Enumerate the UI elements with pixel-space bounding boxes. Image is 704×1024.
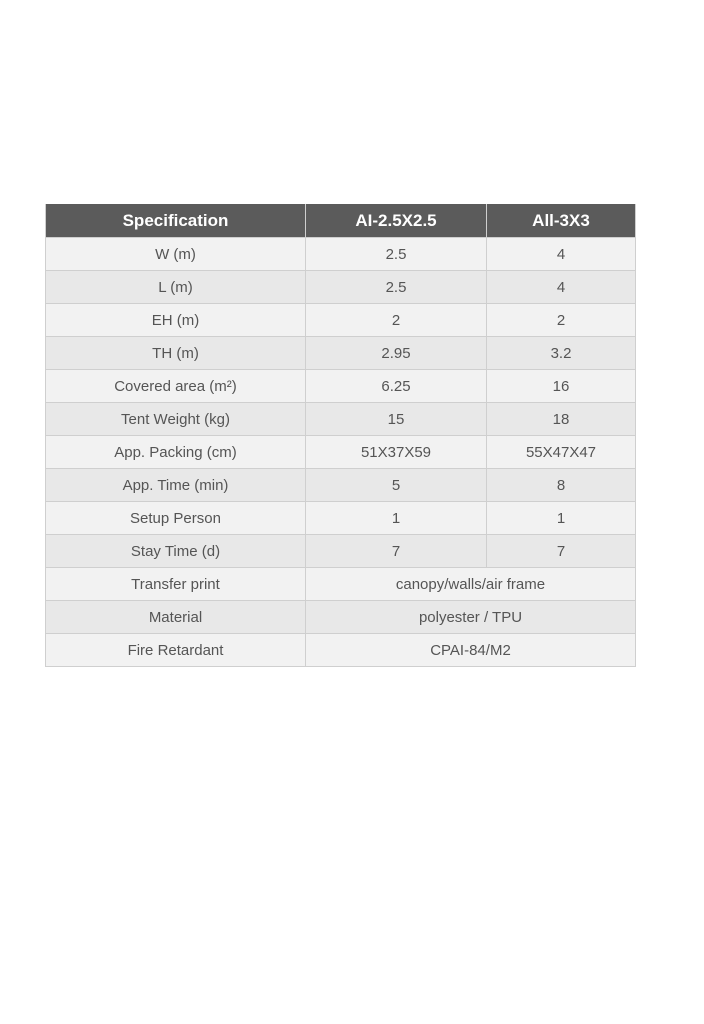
table-row bbox=[46, 304, 636, 337]
spec-value: 3.2 bbox=[487, 337, 636, 370]
spec-value: 4 bbox=[487, 271, 636, 304]
spec-value: 18 bbox=[487, 403, 636, 436]
table-row-merged bbox=[46, 568, 636, 601]
header-model-all-3x3: All-3X3 bbox=[487, 204, 636, 238]
spec-label: Material bbox=[46, 601, 306, 634]
table-header-row bbox=[46, 204, 636, 238]
spec-value: 1 bbox=[487, 502, 636, 535]
spec-value: 2 bbox=[487, 304, 636, 337]
table-row bbox=[46, 469, 636, 502]
table-row bbox=[46, 271, 636, 304]
spec-value: 7 bbox=[487, 535, 636, 568]
spec-label: EH (m) bbox=[46, 304, 306, 337]
spec-value-shared: canopy/walls/air frame bbox=[306, 568, 636, 601]
spec-label: App. Time (min) bbox=[46, 469, 306, 502]
table-row bbox=[46, 502, 636, 535]
header-model-ai-2-5x2-5: AI-2.5X2.5 bbox=[306, 204, 487, 238]
spec-label: Stay Time (d) bbox=[46, 535, 306, 568]
spec-value: 4 bbox=[487, 238, 636, 271]
table-row bbox=[46, 403, 636, 436]
spec-value: 7 bbox=[306, 535, 487, 568]
spec-value: 2 bbox=[306, 304, 487, 337]
spec-label: TH (m) bbox=[46, 337, 306, 370]
spec-value: 55X47X47 bbox=[487, 436, 636, 469]
spec-label: Setup Person bbox=[46, 502, 306, 535]
spec-label: Transfer print bbox=[46, 568, 306, 601]
table-row bbox=[46, 370, 636, 403]
table-row bbox=[46, 238, 636, 271]
spec-value: 51X37X59 bbox=[306, 436, 487, 469]
spec-value: 5 bbox=[306, 469, 487, 502]
spec-label: Fire Retardant bbox=[46, 634, 306, 667]
spec-value: 2.5 bbox=[306, 271, 487, 304]
spec-value: 2.5 bbox=[306, 238, 487, 271]
spec-value: 1 bbox=[306, 502, 487, 535]
spec-label: Covered area (m²) bbox=[46, 370, 306, 403]
table-row bbox=[46, 436, 636, 469]
table-row bbox=[46, 337, 636, 370]
spec-label: L (m) bbox=[46, 271, 306, 304]
table-row-merged bbox=[46, 601, 636, 634]
spec-value: 2.95 bbox=[306, 337, 487, 370]
header-specification: Specification bbox=[46, 204, 306, 238]
spec-value-shared: polyester / TPU bbox=[306, 601, 636, 634]
spec-label: App. Packing (cm) bbox=[46, 436, 306, 469]
spec-label: Tent Weight (kg) bbox=[46, 403, 306, 436]
spec-value: 16 bbox=[487, 370, 636, 403]
spec-value: 8 bbox=[487, 469, 636, 502]
spec-label: W (m) bbox=[46, 238, 306, 271]
spec-value: 15 bbox=[306, 403, 487, 436]
spec-value-shared: CPAI-84/M2 bbox=[306, 634, 636, 667]
specification-table bbox=[45, 204, 636, 667]
table-row-merged bbox=[46, 634, 636, 667]
table-row bbox=[46, 535, 636, 568]
spec-value: 6.25 bbox=[306, 370, 487, 403]
